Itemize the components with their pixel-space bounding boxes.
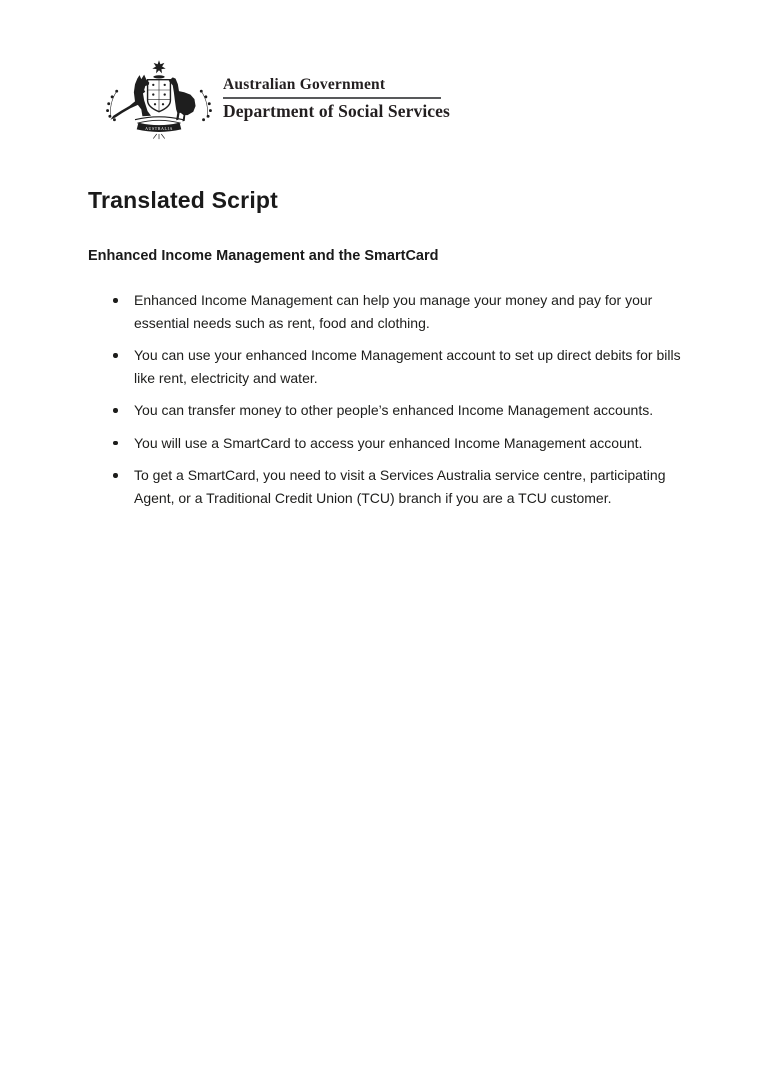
crest-banner-label: AUSTRALIA <box>145 126 173 131</box>
government-name: Australian Government <box>223 76 386 93</box>
department-name: Department of Social Services <box>223 101 450 121</box>
crest-roots <box>153 134 164 139</box>
list-item: Enhanced Income Management can help you manage your money and pay for your essential needs such as rent, food and clothing. <box>134 289 684 334</box>
gov-titles <box>223 53 450 122</box>
list-item: You can transfer money to other people’s enhanced Income Management accounts. <box>134 399 684 422</box>
document-content <box>88 188 684 519</box>
gov-header <box>103 53 450 143</box>
list-item: To get a SmartCard, you need to visit a Services Australia service centre, participating Agent, or a Traditional Credit Union (TCU) branch if you are a TCU customer. <box>134 464 684 509</box>
emu-icon <box>169 77 196 121</box>
kangaroo-icon <box>110 75 151 120</box>
commonwealth-star-icon <box>152 60 165 73</box>
bullet-list <box>88 289 684 509</box>
list-item: You can use your enhanced Income Management account to set up direct debits for bills like rent, electricity and water. <box>134 344 684 389</box>
list-item: You will use a SmartCard to access your enhanced Income Management account. <box>134 432 684 455</box>
coat-of-arms-icon <box>103 53 215 143</box>
header-divider <box>223 97 441 99</box>
section-heading: Enhanced Income Management and the SmartCard <box>88 248 439 264</box>
page-title: Translated Script <box>88 187 279 213</box>
